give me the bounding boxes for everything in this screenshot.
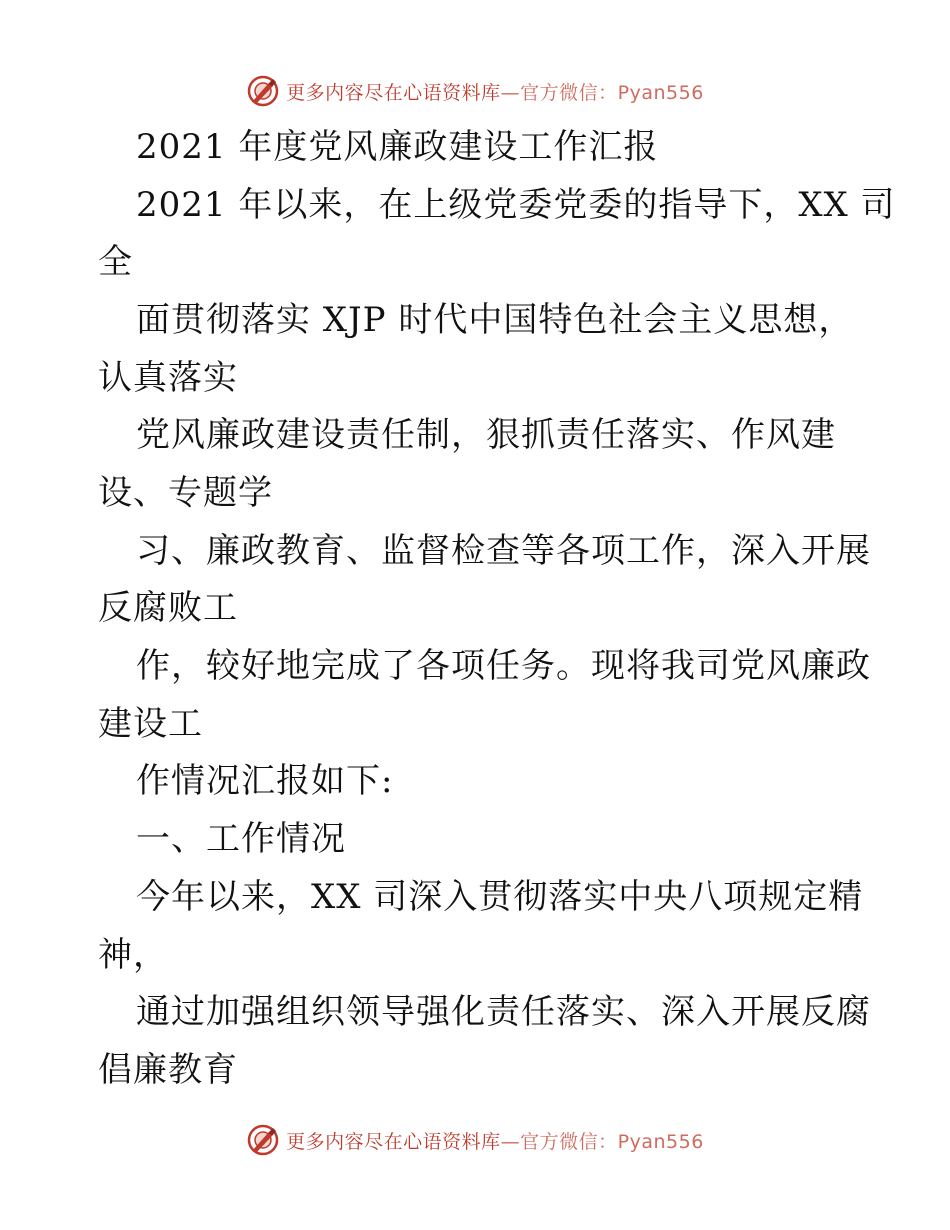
section-heading: 一、工作情况 bbox=[136, 819, 346, 859]
footer-watermark bbox=[0, 1120, 950, 1160]
paragraph-line: 习、廉政教育、监督检查等各项工作，深入开展 bbox=[136, 531, 871, 571]
watermark-text: 更多内容尽在心语资料库—官方微信：Pyan556 bbox=[286, 1130, 704, 1153]
document-title: 2021 年度党风廉政建设工作汇报 bbox=[136, 127, 659, 167]
paragraph-line: 反腐败工 bbox=[98, 588, 238, 628]
pen-logo-icon bbox=[246, 1123, 280, 1157]
paragraph-line: 神， bbox=[98, 935, 168, 975]
paragraph-line: 全 bbox=[98, 242, 133, 282]
paragraph-line: 倡廉教育 bbox=[98, 1050, 238, 1090]
paragraph-line: 面贯彻落实 XJP 时代中国特色社会主义思想， bbox=[136, 300, 854, 340]
paragraph-line: 2021 年以来，在上级党委党委的指导下，XX 司 bbox=[136, 185, 896, 225]
paragraph-line: 作情况汇报如下: bbox=[136, 761, 394, 801]
paragraph-line: 今年以来，XX 司深入贯彻落实中央八项规定精 bbox=[136, 877, 864, 917]
paragraph-line: 设、专题学 bbox=[98, 473, 273, 513]
watermark-text: 更多内容尽在心语资料库—官方微信：Pyan556 bbox=[286, 81, 704, 104]
paragraph-line: 建设工 bbox=[98, 704, 203, 744]
paragraph-line: 认真落实 bbox=[98, 358, 238, 398]
paragraph-line: 党风廉政建设责任制，狠抓责任落实、作风建 bbox=[136, 415, 836, 455]
paragraph-line: 通过加强组织领导强化责任落实、深入开展反腐 bbox=[136, 992, 871, 1032]
paragraph-line: 作，较好地完成了各项任务。现将我司党风廉政 bbox=[136, 646, 871, 686]
